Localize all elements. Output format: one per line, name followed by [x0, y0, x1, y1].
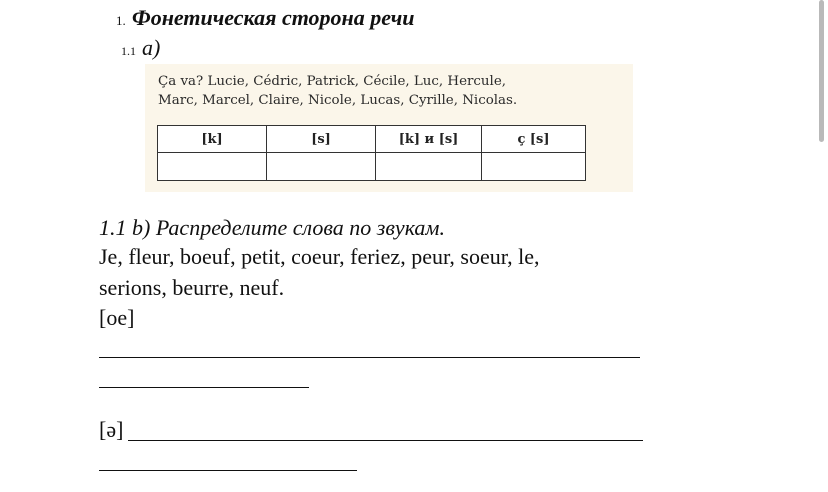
scan-text-line-1: Ça va? Lucie, Cédric, Patrick, Cécile, Luc, Hercule, [158, 74, 507, 89]
table-header-c-cedilla: ç [s] [482, 126, 586, 153]
word-list-line-2: serions, beurre, neuf. [99, 275, 285, 300]
answer-line-4 [99, 470, 357, 471]
word-list-line-1: Je, fleur, boeuf, petit, coeur, feriez, peur, soeur, le, [99, 244, 540, 269]
table-cell [267, 153, 376, 181]
table-header-row [158, 126, 586, 153]
table-cell [376, 153, 482, 181]
scrollbar-thumb[interactable] [819, 0, 824, 142]
task-b-title: 1.1 b) Распределите слова по звукам. [99, 215, 445, 240]
heading-1-title: Фонетическая сторона речи [132, 5, 415, 30]
heading-1-number: 1. [116, 13, 126, 28]
table-header-k: [k] [158, 126, 267, 153]
table-cell [482, 153, 586, 181]
table-header-k-and-s: [k] и [s] [376, 126, 482, 153]
sound-label-oe: [oe] [99, 305, 135, 330]
answer-line-3 [128, 440, 643, 441]
table-row [158, 153, 586, 181]
heading-2-number: 1.1 [121, 44, 136, 58]
sound-label-schwa: [ə] [99, 417, 124, 442]
scan-text-line-2: Marc, Marcel, Claire, Nicole, Lucas, Cyrille, Nicolas. [158, 93, 518, 108]
sound-table [157, 125, 586, 181]
vertical-scrollbar[interactable] [815, 0, 828, 492]
heading-2-title: a) [142, 35, 161, 60]
answer-line-1 [99, 357, 640, 358]
table-cell [158, 153, 267, 181]
answer-line-2 [99, 387, 309, 388]
table-header-s: [s] [267, 126, 376, 153]
